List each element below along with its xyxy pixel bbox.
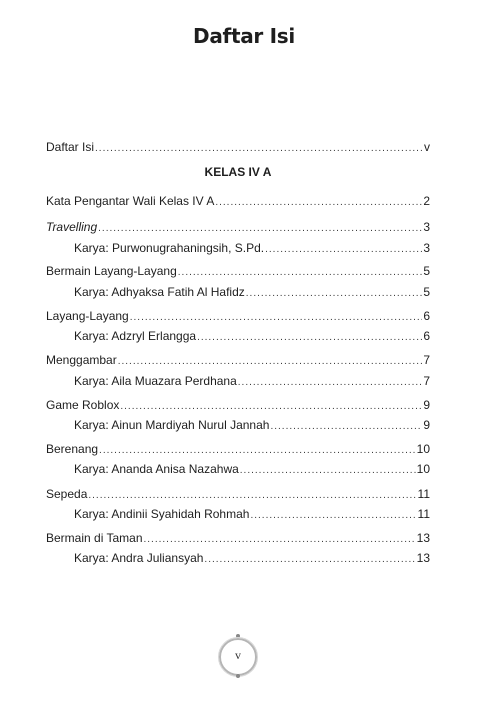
toc-label: Travelling xyxy=(46,220,98,234)
dot-leader xyxy=(95,141,423,157)
toc-entry[interactable] xyxy=(46,193,430,209)
toc-subentry[interactable] xyxy=(74,506,430,522)
toc-label: Berenang xyxy=(46,442,99,456)
ornament-dot xyxy=(236,674,240,678)
toc-entry[interactable] xyxy=(46,263,430,279)
dot-leader xyxy=(204,552,415,568)
dot-leader xyxy=(178,265,423,281)
toc-page: 2 xyxy=(423,194,430,208)
toc-page: 11 xyxy=(417,507,430,521)
toc-subentry[interactable] xyxy=(74,550,430,566)
toc-page: 3 xyxy=(423,220,430,234)
toc-label: Layang-Layang xyxy=(46,309,129,323)
toc-subentry[interactable] xyxy=(74,417,430,433)
dot-leader xyxy=(88,488,416,504)
toc-page: 6 xyxy=(423,329,430,343)
toc-entry-daftar-isi[interactable] xyxy=(46,139,430,155)
dot-leader xyxy=(246,286,423,302)
toc-label: Game Roblox xyxy=(46,398,120,412)
dot-leader xyxy=(99,443,416,459)
toc-subentry[interactable] xyxy=(74,461,430,477)
toc-page: 7 xyxy=(423,353,430,367)
dot-leader xyxy=(130,310,423,326)
toc-label: Bermain Layang-Layang xyxy=(46,264,177,278)
toc-entry[interactable] xyxy=(46,486,430,502)
toc-label: Sepeda xyxy=(46,487,88,501)
toc-label: Daftar Isi xyxy=(46,140,95,154)
toc-subentry[interactable] xyxy=(74,373,430,389)
toc-page: 13 xyxy=(416,531,430,545)
dot-leader xyxy=(270,419,422,435)
toc-label: Menggambar xyxy=(46,353,117,367)
toc-page: 11 xyxy=(417,487,430,501)
toc-subentry[interactable] xyxy=(74,328,430,344)
toc-label: Karya: Adzryl Erlangga xyxy=(74,329,197,343)
toc-page: 13 xyxy=(416,551,430,565)
toc-entry[interactable] xyxy=(46,397,430,413)
page-title: Daftar Isi xyxy=(193,24,295,48)
toc-label: Karya: Andra Juliansyah xyxy=(74,551,204,565)
toc-page: 9 xyxy=(423,418,430,432)
toc-entry[interactable] xyxy=(46,352,430,368)
dot-leader xyxy=(265,242,422,258)
dot-leader xyxy=(120,399,422,415)
dot-leader xyxy=(98,221,422,237)
toc-entry[interactable] xyxy=(46,308,430,324)
toc-subentry[interactable] xyxy=(74,284,430,300)
toc-label: Bermain di Taman xyxy=(46,531,143,545)
toc-entry[interactable] xyxy=(46,530,430,546)
dot-leader xyxy=(215,195,422,211)
toc-subentry[interactable] xyxy=(74,240,430,256)
toc-label: Karya: Ananda Anisa Nazahwa xyxy=(74,462,239,476)
toc-page: 3 xyxy=(423,241,430,255)
toc-label: Karya: Ainun Mardiyah Nurul Jannah xyxy=(74,418,270,432)
toc-page: 5 xyxy=(423,285,430,299)
toc-entry[interactable] xyxy=(46,219,430,235)
toc-page: 9 xyxy=(423,398,430,412)
dot-leader xyxy=(118,354,423,370)
dot-leader xyxy=(238,375,423,391)
toc-label: Karya: Purwonugrahaningsih, S.Pd. xyxy=(74,241,265,255)
toc-page: 5 xyxy=(423,264,430,278)
toc-page: 7 xyxy=(423,374,430,388)
section-heading: KELAS IV A xyxy=(204,165,272,179)
dot-leader xyxy=(250,508,416,524)
toc-page: 6 xyxy=(423,309,430,323)
toc-label: Karya: Aila Muazara Perdhana xyxy=(74,374,237,388)
toc-entry[interactable] xyxy=(46,441,430,457)
page-number: v xyxy=(235,648,241,662)
dot-leader xyxy=(144,532,416,548)
toc-label: Karya: Andinii Syahidah Rohmah xyxy=(74,507,250,521)
toc-label: Kata Pengantar Wali Kelas IV A xyxy=(46,194,215,208)
dot-leader xyxy=(197,330,422,346)
toc-page: 10 xyxy=(416,462,430,476)
toc-page: v xyxy=(424,140,430,154)
dot-leader xyxy=(240,463,416,479)
toc-page: 10 xyxy=(416,442,430,456)
toc-label: Karya: Adhyaksa Fatih Al Hafidz xyxy=(74,285,245,299)
